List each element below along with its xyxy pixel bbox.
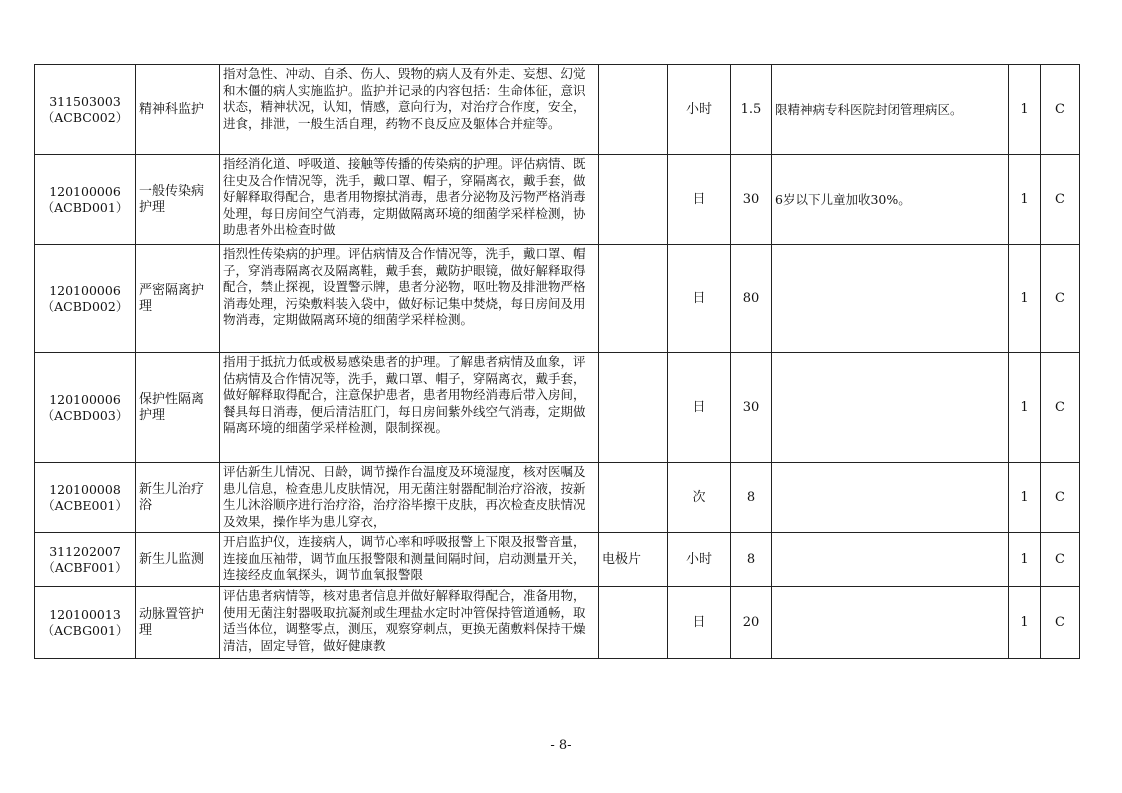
unit-cell-text: 日 (692, 290, 706, 306)
item-code-cell-text: （ACBE001） (42, 497, 128, 513)
table-row (35, 353, 1080, 463)
item-content-text: 指烈性传染病的护理。评估病情及合作情况等，洗手，戴口罩、帽子，穿消毒隔离衣及隔离鞋，戴手套，戴防护眼镜，做好解释取得配合，禁止探视，设置警示牌，患者分泌物，呕吐物及排泄物严格消毒处理，污染敷料装入袋中，做好标记集中焚烧，每日房间及用物消毒，定期做隔离环境的细菌学采样检测。 (223, 246, 586, 327)
item-code-cell (35, 353, 136, 463)
ratio-cell-text: 1 (1020, 399, 1029, 415)
price-cell-text: 20 (742, 614, 760, 630)
item-content-cell (220, 353, 599, 463)
price-cell-text: 1.5 (740, 101, 762, 117)
item-content-text: 指用于抵抗力低或极易感染患者的护理。了解患者病情及血象，评估病情及合作情况等，洗手，戴口罩、帽子，穿隔离衣，戴手套，做好解释取得配合，注意保护患者，患者用物经消毒后带入房间，餐具每日消毒，便后清洁肛门，每日房间紫外线空气消毒，定期做隔离环境的细菌学采样检测，限制探视。 (223, 354, 586, 435)
ratio-cell (1009, 463, 1041, 533)
ratio-cell (1009, 155, 1041, 245)
note-cell (772, 245, 1009, 353)
price-cell-text: 8 (746, 551, 756, 567)
note-cell-text: 限精神病专科医院封闭管理病区。 (775, 101, 963, 117)
grade-cell-text: C (1055, 290, 1065, 306)
ratio-cell-text: 1 (1020, 551, 1029, 567)
ratio-cell-text: 1 (1020, 489, 1029, 505)
excluded-items-cell (599, 533, 668, 587)
item-code-cell-text: 311202007 (49, 543, 121, 559)
item-name-cell-text: 精神科监护 (139, 101, 205, 117)
unit-cell (668, 587, 731, 659)
unit-cell-text: 次 (692, 489, 706, 505)
price-cell-text: 80 (742, 290, 760, 306)
item-name-cell-text: 严密隔离护理 (139, 282, 205, 314)
unit-cell (668, 245, 731, 353)
table-row (35, 65, 1080, 155)
table-row (35, 245, 1080, 353)
price-cell (731, 245, 772, 353)
price-cell (731, 65, 772, 155)
item-name-cell (136, 65, 220, 155)
ratio-cell (1009, 587, 1041, 659)
grade-cell (1041, 587, 1080, 659)
item-name-cell-text: 新生儿治疗浴 (139, 481, 205, 513)
item-content-text: 评估新生儿情况、日龄，调节操作台温度及环境湿度，核对医嘱及患儿信息，检查患儿皮肤情况，用无菌注射器配制治疗浴液，按新生儿沐浴顺序进行治疗浴，治疗浴毕擦干皮肤，再次检查皮肤情况及效果，操作毕为患儿穿衣， (223, 464, 586, 529)
item-code-cell-text: 120100008 (49, 481, 121, 497)
ratio-cell (1009, 245, 1041, 353)
ratio-cell-text: 1 (1020, 101, 1029, 117)
price-cell (731, 533, 772, 587)
note-cell (772, 155, 1009, 245)
price-cell-text: 8 (746, 489, 756, 505)
grade-cell-text: C (1055, 614, 1065, 630)
grade-cell-text: C (1055, 399, 1065, 415)
item-content-cell (220, 65, 599, 155)
table-row (35, 155, 1080, 245)
item-code-cell-text: （ACBC002） (41, 109, 129, 125)
item-name-cell (136, 353, 220, 463)
grade-cell-text: C (1055, 191, 1065, 207)
item-content-text: 开启监护仪，连接病人，调节心率和呼吸报警上下限及报警音量，连接血压袖带，调节血压报警限和测量间隔时间，启动测量开关，连接经皮血氧探头，调节血氧报警限 (223, 534, 586, 582)
price-cell (731, 463, 772, 533)
unit-cell-text: 日 (692, 399, 706, 415)
grade-cell (1041, 533, 1080, 587)
item-name-cell-text: 保护性隔离护理 (139, 391, 205, 423)
grade-cell (1041, 353, 1080, 463)
grade-cell (1041, 245, 1080, 353)
table-row (35, 463, 1080, 533)
item-content-cell (220, 533, 599, 587)
item-code-cell-text: （ACBD002） (41, 298, 129, 314)
table-row (35, 533, 1080, 587)
grade-cell (1041, 155, 1080, 245)
item-code-cell-text: 120100006 (49, 391, 121, 407)
item-content-cell (220, 463, 599, 533)
grade-cell (1041, 65, 1080, 155)
price-cell-text: 30 (742, 399, 760, 415)
item-name-cell (136, 533, 220, 587)
item-code-cell-text: 120100006 (49, 183, 121, 199)
excluded-items-cell (599, 65, 668, 155)
item-content-text: 指经消化道、呼吸道、接触等传播的传染病的护理。评估病情、既往史及合作情况等，洗手，戴口罩、帽子，穿隔离衣，戴手套，做好解释取得配合，患者用物擦拭消毒，患者分泌物及污物严格消毒处理，每日房间空气消毒，定期做隔离环境的细菌学采样检测，协助患者外出检查时做 (223, 156, 586, 237)
item-content-cell (220, 587, 599, 659)
item-name-cell (136, 587, 220, 659)
note-cell (772, 587, 1009, 659)
unit-cell-text: 日 (692, 191, 706, 207)
unit-cell (668, 533, 731, 587)
item-code-cell (35, 245, 136, 353)
item-name-cell-text: 新生儿监测 (139, 551, 205, 567)
table-body (35, 65, 1080, 659)
unit-cell (668, 155, 731, 245)
unit-cell (668, 65, 731, 155)
item-code-cell (35, 533, 136, 587)
ratio-cell (1009, 353, 1041, 463)
unit-cell-text: 小时 (685, 551, 712, 567)
item-code-cell-text: （ACBF001） (42, 559, 128, 575)
item-code-cell (35, 65, 136, 155)
item-code-cell (35, 587, 136, 659)
item-name-cell (136, 245, 220, 353)
excluded-items-cell (599, 353, 668, 463)
excluded-items-cell-text: 电极片 (602, 551, 642, 567)
excluded-items-cell (599, 463, 668, 533)
table-row (35, 587, 1080, 659)
unit-cell (668, 353, 731, 463)
item-content-cell (220, 245, 599, 353)
note-cell (772, 353, 1009, 463)
item-name-cell (136, 155, 220, 245)
item-name-cell (136, 463, 220, 533)
item-code-cell (35, 155, 136, 245)
item-content-text: 指对急性、冲动、自杀、伤人、毁物的病人及有外走、妄想、幻觉和木僵的病人实施监护。监护并记录的内容包括：生命体征，意识状态，精神状况，认知，情感，意向行为，对治疗合作度，安全，进食，排泄，一般生活自理，药物不良反应及躯体合并症等。 (223, 66, 586, 131)
fee-table (34, 64, 1080, 659)
price-cell (731, 353, 772, 463)
excluded-items-cell (599, 155, 668, 245)
excluded-items-cell (599, 587, 668, 659)
item-name-cell-text: 一般传染病护理 (139, 183, 205, 215)
item-code-cell-text: （ACBD003） (41, 407, 129, 423)
ratio-cell-text: 1 (1020, 614, 1029, 630)
price-cell (731, 587, 772, 659)
price-cell (731, 155, 772, 245)
item-code-cell-text: （ACBD001） (41, 199, 129, 215)
item-name-cell-text: 动脉置管护理 (139, 606, 205, 638)
item-code-cell-text: 120100006 (49, 282, 121, 298)
excluded-items-cell (599, 245, 668, 353)
page-number: - 8- (550, 738, 572, 753)
ratio-cell (1009, 65, 1041, 155)
ratio-cell-text: 1 (1020, 191, 1029, 207)
unit-cell-text: 小时 (685, 101, 712, 117)
item-code-cell-text: 120100013 (49, 606, 121, 622)
note-cell (772, 533, 1009, 587)
grade-cell-text: C (1055, 101, 1065, 117)
note-cell-text: 6岁以下儿童加收30%。 (775, 191, 911, 207)
ratio-cell (1009, 533, 1041, 587)
grade-cell-text: C (1055, 551, 1065, 567)
price-cell-text: 30 (742, 191, 760, 207)
grade-cell-text: C (1055, 489, 1065, 505)
grade-cell (1041, 463, 1080, 533)
item-code-cell (35, 463, 136, 533)
note-cell (772, 65, 1009, 155)
item-content-text: 评估患者病情等，核对患者信息并做好解释取得配合，准备用物，使用无菌注射器吸取抗凝剂或生理盐水定时冲管保持管道通畅，取适当体位，调整零点，测压，观察穿刺点，更换无菌敷料保持干燥清洁，固定导管，做好健康教 (223, 588, 586, 653)
unit-cell (668, 463, 731, 533)
note-cell (772, 463, 1009, 533)
unit-cell-text: 日 (692, 614, 706, 630)
item-code-cell-text: （ACBG001） (41, 622, 129, 638)
ratio-cell-text: 1 (1020, 290, 1029, 306)
item-content-cell (220, 155, 599, 245)
item-code-cell-text: 311503003 (49, 93, 121, 109)
